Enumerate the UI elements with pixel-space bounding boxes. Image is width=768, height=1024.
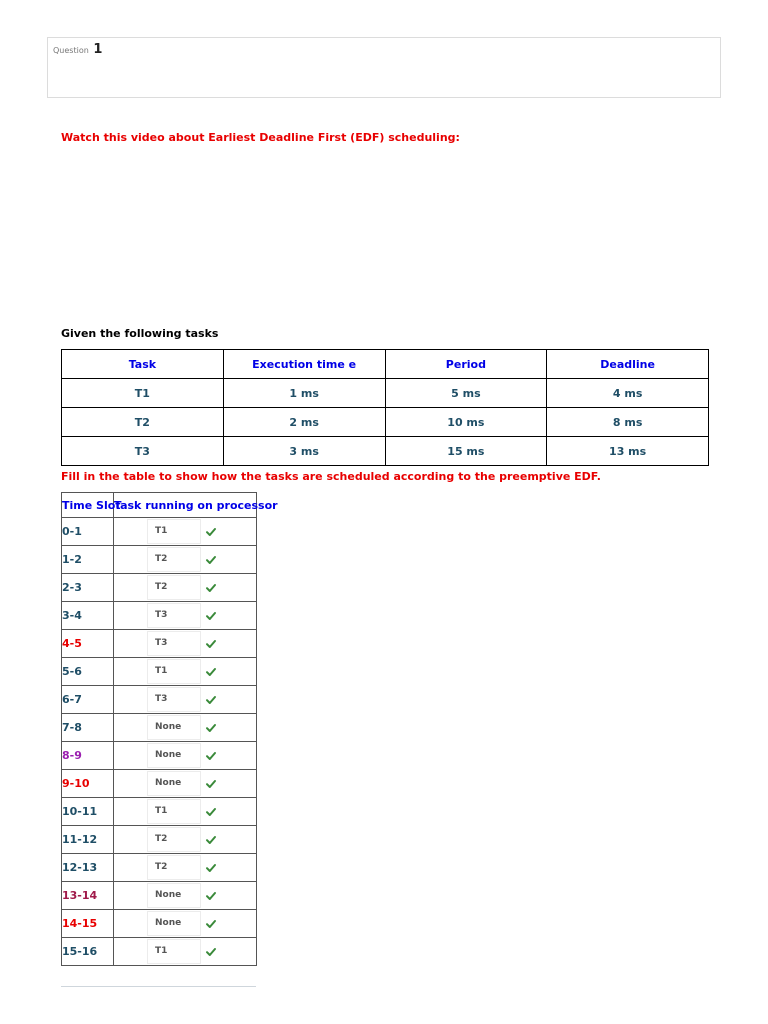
answer-cell: [114, 798, 257, 826]
period-cell: 15 ms: [385, 437, 547, 466]
answer-cell: [114, 770, 257, 798]
answer-cell-wrap: [114, 658, 256, 685]
answer-cell: [114, 882, 257, 910]
answer-cell-wrap: [114, 686, 256, 713]
tasks-header-task: Task: [62, 350, 224, 379]
deadline-cell: 8 ms: [547, 408, 709, 437]
given-tasks-heading: Given the following tasks: [61, 327, 219, 340]
time-slot-cell: 15-16: [62, 938, 114, 966]
execution-cell: 1 ms: [223, 379, 385, 408]
answer-cell-wrap: [114, 882, 256, 909]
answer-input[interactable]: T1: [147, 519, 201, 544]
answer-cell: [114, 630, 257, 658]
question-label-text: Question: [53, 46, 89, 55]
time-slot-cell: 3-4: [62, 602, 114, 630]
answer-input[interactable]: T3: [147, 687, 201, 712]
check-icon: [206, 695, 216, 705]
check-icon: [206, 611, 216, 621]
video-heading: Watch this video about Earliest Deadline First (EDF) scheduling:: [61, 131, 460, 144]
tasks-table-header-row: [62, 350, 709, 379]
time-slot-cell: 9-10: [62, 770, 114, 798]
answer-input[interactable]: T1: [147, 939, 201, 964]
schedule-row: [62, 518, 257, 546]
task-cell: T3: [62, 437, 224, 466]
answer-cell-wrap: [114, 798, 256, 825]
answer-input[interactable]: T2: [147, 575, 201, 600]
answer-cell-wrap: [114, 826, 256, 853]
time-slot-cell: 12-13: [62, 854, 114, 882]
question-info-box: [47, 37, 721, 98]
answer-input[interactable]: None: [147, 743, 201, 768]
schedule-row: [62, 714, 257, 742]
schedule-row: [62, 574, 257, 602]
time-slot-cell: 13-14: [62, 882, 114, 910]
tasks-header-execution: Execution time e: [223, 350, 385, 379]
question-label: [53, 42, 102, 57]
answer-input[interactable]: None: [147, 715, 201, 740]
answer-cell-wrap: [114, 854, 256, 881]
period-cell: 5 ms: [385, 379, 547, 408]
answer-cell: [114, 910, 257, 938]
answer-cell: [114, 546, 257, 574]
answer-input[interactable]: T1: [147, 659, 201, 684]
check-icon: [206, 947, 216, 957]
execution-cell: 2 ms: [223, 408, 385, 437]
time-slot-cell: 8-9: [62, 742, 114, 770]
check-icon: [206, 583, 216, 593]
answer-cell-wrap: [114, 546, 256, 573]
tasks-table: [61, 349, 709, 466]
answer-cell-wrap: [114, 574, 256, 601]
schedule-row: [62, 938, 257, 966]
time-slot-cell: 0-1: [62, 518, 114, 546]
answer-cell: [114, 602, 257, 630]
answer-cell-wrap: [114, 742, 256, 769]
check-icon: [206, 723, 216, 733]
deadline-cell: 13 ms: [547, 437, 709, 466]
answer-cell: [114, 826, 257, 854]
answer-cell-wrap: [114, 910, 256, 937]
answer-input[interactable]: T2: [147, 547, 201, 572]
answer-cell: [114, 658, 257, 686]
schedule-header-row: [62, 493, 257, 518]
check-icon: [206, 835, 216, 845]
schedule-row: [62, 742, 257, 770]
schedule-row: [62, 630, 257, 658]
fill-instructions-heading: Fill in the table to show how the tasks are scheduled according to the preemptive EDF.: [61, 470, 601, 483]
time-slot-cell: 4-5: [62, 630, 114, 658]
answer-cell: [114, 518, 257, 546]
check-icon: [206, 555, 216, 565]
answer-cell: [114, 854, 257, 882]
schedule-row: [62, 546, 257, 574]
time-slot-cell: 14-15: [62, 910, 114, 938]
check-icon: [206, 751, 216, 761]
answer-cell: [114, 742, 257, 770]
schedule-row: [62, 798, 257, 826]
answer-cell: [114, 686, 257, 714]
check-icon: [206, 863, 216, 873]
schedule-header-task-running: Task running on processor: [114, 493, 257, 518]
bottom-divider: [61, 986, 256, 987]
answer-cell: [114, 938, 257, 966]
execution-cell: 3 ms: [223, 437, 385, 466]
answer-cell: [114, 714, 257, 742]
time-slot-cell: 1-2: [62, 546, 114, 574]
period-cell: 10 ms: [385, 408, 547, 437]
check-icon: [206, 527, 216, 537]
answer-cell-wrap: [114, 630, 256, 657]
answer-input[interactable]: T1: [147, 799, 201, 824]
answer-cell-wrap: [114, 938, 256, 965]
answer-cell-wrap: [114, 770, 256, 797]
tasks-table-row: [62, 379, 709, 408]
question-number: 1: [93, 42, 103, 57]
answer-input[interactable]: T2: [147, 827, 201, 852]
schedule-table: [61, 492, 278, 966]
tasks-header-period: Period: [385, 350, 547, 379]
check-icon: [206, 891, 216, 901]
answer-cell: [114, 574, 257, 602]
check-icon: [206, 779, 216, 789]
schedule-row: [62, 854, 257, 882]
task-cell: T1: [62, 379, 224, 408]
check-icon: [206, 807, 216, 817]
answer-input[interactable]: T3: [147, 603, 201, 628]
time-slot-cell: 6-7: [62, 686, 114, 714]
deadline-cell: 4 ms: [547, 379, 709, 408]
tasks-table-row: [62, 437, 709, 466]
check-icon: [206, 919, 216, 929]
time-slot-cell: 7-8: [62, 714, 114, 742]
schedule-row: [62, 658, 257, 686]
tasks-header-deadline: Deadline: [547, 350, 709, 379]
answer-cell-wrap: [114, 602, 256, 629]
task-cell: T2: [62, 408, 224, 437]
answer-cell-wrap: [114, 714, 256, 741]
time-slot-cell: 10-11: [62, 798, 114, 826]
schedule-row: [62, 770, 257, 798]
answer-input[interactable]: T2: [147, 855, 201, 880]
schedule-row: [62, 826, 257, 854]
schedule-row: [62, 602, 257, 630]
schedule-row: [62, 910, 257, 938]
time-slot-cell: 11-12: [62, 826, 114, 854]
answer-input[interactable]: None: [147, 911, 201, 936]
schedule-header-time-slot: Time Slot: [62, 493, 114, 518]
answer-input[interactable]: None: [147, 883, 201, 908]
answer-input[interactable]: None: [147, 771, 201, 796]
check-icon: [206, 639, 216, 649]
schedule-row: [62, 686, 257, 714]
tasks-table-row: [62, 408, 709, 437]
time-slot-cell: 2-3: [62, 574, 114, 602]
answer-input[interactable]: T3: [147, 631, 201, 656]
answer-cell-wrap: [114, 518, 256, 545]
time-slot-cell: 5-6: [62, 658, 114, 686]
check-icon: [206, 667, 216, 677]
schedule-row: [62, 882, 257, 910]
